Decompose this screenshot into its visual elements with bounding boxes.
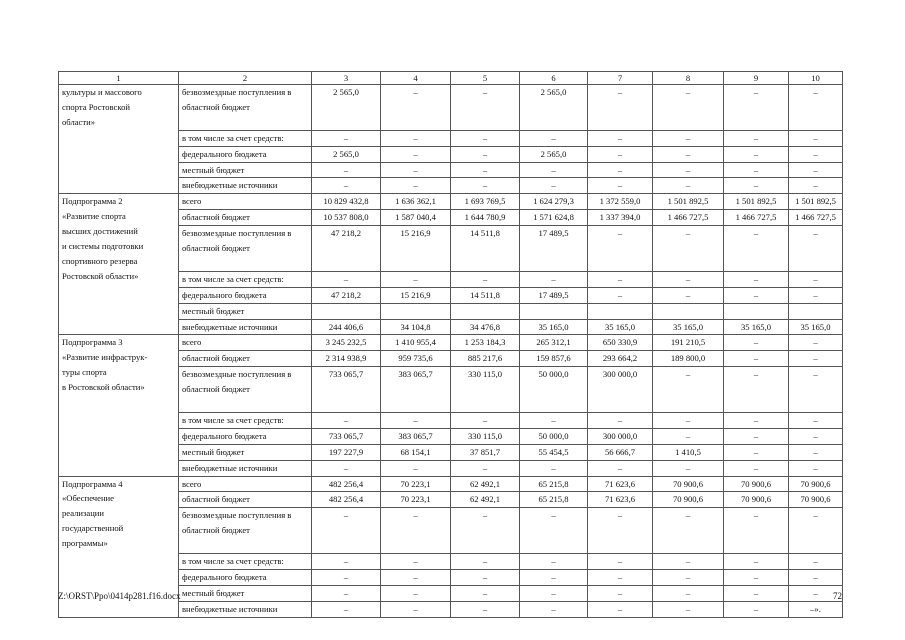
value-cell: – — [724, 585, 789, 601]
value-cell: 1 466 727,5 — [724, 210, 789, 226]
program-name-cell — [59, 194, 179, 335]
program-name-line: «Развитие инфраструк- — [62, 352, 148, 363]
value-cell: – — [724, 460, 789, 476]
value-cell: – — [724, 146, 789, 162]
value-cell: – — [653, 428, 724, 444]
value-cell: 37 851,7 — [451, 444, 520, 460]
value-cell: – — [724, 162, 789, 178]
value-cell — [312, 303, 381, 319]
value-cell: 265 312,1 — [520, 335, 588, 351]
value-cell: – — [520, 130, 588, 146]
value-cell: 1 253 184,3 — [451, 335, 520, 351]
value-cell: 56 666,7 — [588, 444, 653, 460]
value-cell: – — [520, 585, 588, 601]
value-cell: 482 256,4 — [312, 476, 381, 492]
value-cell: – — [381, 569, 451, 585]
funding-source-cell: в том числе за счет средств: — [179, 130, 312, 146]
value-cell: – — [724, 271, 789, 287]
value-cell: 293 664,2 — [588, 351, 653, 367]
value-cell — [451, 303, 520, 319]
funding-source-cell: областной бюджет — [179, 210, 312, 226]
value-cell: 34 476,8 — [451, 319, 520, 335]
funding-source-cell: местный бюджет — [179, 303, 312, 319]
value-cell: – — [520, 508, 588, 554]
value-cell: – — [312, 554, 381, 570]
value-cell — [381, 303, 451, 319]
value-cell: – — [724, 287, 789, 303]
program-name-line: области» — [62, 116, 96, 127]
value-cell: – — [789, 287, 843, 303]
program-name-line: туры спорта — [62, 367, 107, 378]
program-name-line: «Обеспечение — [62, 493, 114, 504]
funding-source-cell: безвозмездные поступления в областной бюджет — [179, 367, 312, 413]
value-cell: – — [451, 569, 520, 585]
value-cell: 50 000,0 — [520, 428, 588, 444]
value-cell: 70 900,6 — [789, 492, 843, 508]
value-cell: – — [451, 508, 520, 554]
funding-source-cell: безвозмездные поступления в областной бюджет — [179, 85, 312, 131]
value-cell: – — [381, 146, 451, 162]
value-cell: – — [724, 554, 789, 570]
funding-source-cell: местный бюджет — [179, 162, 312, 178]
funding-source-cell: безвозмездные поступления в областной бюджет — [179, 226, 312, 272]
column-header: 1 — [59, 72, 179, 85]
value-cell: – — [520, 271, 588, 287]
value-cell: – — [724, 601, 789, 617]
value-cell: – — [653, 554, 724, 570]
column-header: 7 — [588, 72, 653, 85]
value-cell: – — [381, 178, 451, 194]
value-cell: 70 900,6 — [653, 476, 724, 492]
value-cell: – — [312, 130, 381, 146]
table-row — [59, 335, 843, 351]
value-cell: 733 065,7 — [312, 367, 381, 413]
value-cell: – — [789, 335, 843, 351]
value-cell: 71 623,6 — [588, 492, 653, 508]
value-cell: – — [381, 508, 451, 554]
value-cell: 300 000,0 — [588, 367, 653, 413]
value-cell: – — [789, 178, 843, 194]
value-cell: 1 644 780,9 — [451, 210, 520, 226]
value-cell: – — [653, 226, 724, 272]
value-cell: 2 314 938,9 — [312, 351, 381, 367]
value-cell: – — [588, 460, 653, 476]
value-cell: 885 217,6 — [451, 351, 520, 367]
value-cell: – — [789, 508, 843, 554]
value-cell: – — [588, 162, 653, 178]
value-cell: – — [381, 601, 451, 617]
funding-source-cell: всего — [179, 194, 312, 210]
value-cell: – — [653, 585, 724, 601]
value-cell: 34 104,8 — [381, 319, 451, 335]
value-cell: – — [653, 85, 724, 131]
footer-file-path: Z:\ORST\Ppo\0414p281.f16.docx — [58, 591, 181, 601]
value-cell — [789, 303, 843, 319]
value-cell: – — [451, 585, 520, 601]
funding-source-cell: внебюджетные источники — [179, 460, 312, 476]
value-cell: 70 900,6 — [653, 492, 724, 508]
table-header-row — [59, 72, 843, 85]
value-cell: 733 065,7 — [312, 428, 381, 444]
value-cell: 35 165,0 — [724, 319, 789, 335]
value-cell: 47 218,2 — [312, 287, 381, 303]
value-cell: 50 000,0 — [520, 367, 588, 413]
column-header: 8 — [653, 72, 724, 85]
value-cell: – — [312, 460, 381, 476]
value-cell: 1 466 727,5 — [653, 210, 724, 226]
value-cell: 14 511,8 — [451, 287, 520, 303]
budget-table — [58, 71, 843, 618]
funding-source-cell: федерального бюджета — [179, 287, 312, 303]
value-cell: 1 337 394,0 — [588, 210, 653, 226]
value-cell: – — [724, 335, 789, 351]
program-name-line: высших достижений — [62, 226, 138, 237]
value-cell: 17 489,5 — [520, 226, 588, 272]
value-cell: – — [588, 271, 653, 287]
value-cell: 65 215,8 — [520, 492, 588, 508]
funding-source-cell: федерального бюджета — [179, 428, 312, 444]
value-cell: – — [653, 178, 724, 194]
value-cell: – — [588, 569, 653, 585]
value-cell: – — [789, 444, 843, 460]
funding-source-cell: всего — [179, 335, 312, 351]
value-cell — [520, 303, 588, 319]
funding-source-cell: в том числе за счет средств: — [179, 412, 312, 428]
value-cell: – — [789, 351, 843, 367]
value-cell: – — [312, 271, 381, 287]
funding-source-cell: в том числе за счет средств: — [179, 271, 312, 287]
program-name-line: спортивного резерва — [62, 255, 138, 266]
value-cell: – — [588, 287, 653, 303]
value-cell: – — [451, 162, 520, 178]
funding-source-cell: местный бюджет — [179, 444, 312, 460]
table-row — [59, 194, 843, 210]
value-cell: – — [520, 412, 588, 428]
funding-source-cell: в том числе за счет средств: — [179, 554, 312, 570]
value-cell: 70 900,6 — [724, 476, 789, 492]
value-cell: 35 165,0 — [789, 319, 843, 335]
funding-source-cell: местный бюджет — [179, 585, 312, 601]
value-cell: 1 466 727,5 — [789, 210, 843, 226]
value-cell: – — [588, 412, 653, 428]
funding-source-cell: областной бюджет — [179, 492, 312, 508]
value-cell: – — [520, 460, 588, 476]
value-cell: – — [451, 85, 520, 131]
value-cell: – — [451, 460, 520, 476]
value-cell: – — [653, 412, 724, 428]
funding-source-cell: всего — [179, 476, 312, 492]
value-cell: – — [724, 412, 789, 428]
value-cell: – — [588, 146, 653, 162]
funding-source-cell: внебюджетные источники — [179, 601, 312, 617]
value-cell: – — [789, 162, 843, 178]
value-cell: 3 245 232,5 — [312, 335, 381, 351]
value-cell: 1 501 892,5 — [724, 194, 789, 210]
value-cell: – — [724, 428, 789, 444]
value-cell: 62 492,1 — [451, 492, 520, 508]
footer-page-number: 72 — [833, 591, 842, 601]
value-cell: – — [789, 271, 843, 287]
value-cell: – — [724, 444, 789, 460]
value-cell: 17 489,5 — [520, 287, 588, 303]
value-cell: – — [789, 554, 843, 570]
value-cell: – — [789, 460, 843, 476]
value-cell: – — [724, 178, 789, 194]
value-cell: 14 511,8 — [451, 226, 520, 272]
value-cell: – — [724, 130, 789, 146]
value-cell: – — [588, 585, 653, 601]
funding-source-cell: федерального бюджета — [179, 146, 312, 162]
value-cell: – — [451, 178, 520, 194]
value-cell: – — [789, 130, 843, 146]
value-cell: – — [451, 271, 520, 287]
value-cell: – — [588, 226, 653, 272]
value-cell: – — [653, 162, 724, 178]
column-header: 9 — [724, 72, 789, 85]
column-header: 10 — [789, 72, 843, 85]
value-cell: – — [520, 178, 588, 194]
value-cell: – — [653, 569, 724, 585]
value-cell: 2 565,0 — [520, 146, 588, 162]
column-header: 5 — [451, 72, 520, 85]
program-name-line: государственной — [62, 523, 124, 534]
value-cell: 1 571 624,8 — [520, 210, 588, 226]
value-cell: – — [653, 460, 724, 476]
table-row — [59, 476, 843, 492]
value-cell: 2 565,0 — [312, 85, 381, 131]
value-cell: 244 406,6 — [312, 319, 381, 335]
value-cell: – — [789, 428, 843, 444]
funding-source-cell: безвозмездные поступления в областной бюджет — [179, 508, 312, 554]
value-cell: – — [381, 460, 451, 476]
value-cell — [724, 303, 789, 319]
value-cell: – — [451, 554, 520, 570]
program-name-line: программы» — [62, 538, 108, 549]
value-cell: 482 256,4 — [312, 492, 381, 508]
value-cell: – — [789, 585, 843, 601]
column-header: 4 — [381, 72, 451, 85]
value-cell: 35 165,0 — [653, 319, 724, 335]
program-name-line: и системы подготовки — [62, 241, 144, 252]
value-cell: 383 065,7 — [381, 428, 451, 444]
value-cell: – — [724, 351, 789, 367]
value-cell: 71 623,6 — [588, 476, 653, 492]
funding-source-cell: внебюджетные источники — [179, 319, 312, 335]
value-cell: 191 210,5 — [653, 335, 724, 351]
value-cell: 70 900,6 — [724, 492, 789, 508]
value-cell: 197 227,9 — [312, 444, 381, 460]
value-cell: 47 218,2 — [312, 226, 381, 272]
value-cell: 2 565,0 — [312, 146, 381, 162]
value-cell: – — [588, 178, 653, 194]
value-cell: 959 735,6 — [381, 351, 451, 367]
value-cell: – — [312, 508, 381, 554]
value-cell: 55 454,5 — [520, 444, 588, 460]
program-name-line: в Ростовской области» — [62, 382, 145, 393]
program-name-line: Подпрограмма 4 — [62, 478, 123, 489]
value-cell: – — [789, 367, 843, 413]
value-cell: – — [724, 569, 789, 585]
value-cell: 1 693 769,5 — [451, 194, 520, 210]
value-cell: – — [381, 554, 451, 570]
value-cell: 70 223,1 — [381, 492, 451, 508]
value-cell: – — [520, 601, 588, 617]
value-cell: – — [520, 569, 588, 585]
value-cell: – — [789, 569, 843, 585]
value-cell: 159 857,6 — [520, 351, 588, 367]
value-cell: 10 829 432,8 — [312, 194, 381, 210]
value-cell: – — [653, 130, 724, 146]
value-cell: – — [381, 130, 451, 146]
value-cell: 189 800,0 — [653, 351, 724, 367]
value-cell: 1 636 362,1 — [381, 194, 451, 210]
value-cell: – — [724, 226, 789, 272]
value-cell: – — [451, 130, 520, 146]
value-cell: – — [588, 130, 653, 146]
value-cell: – — [653, 601, 724, 617]
value-cell: 15 216,9 — [381, 287, 451, 303]
program-name-cell — [59, 335, 179, 476]
value-cell: 70 223,1 — [381, 476, 451, 492]
program-name-line: спорта Ростовской — [62, 101, 131, 112]
value-cell: – — [381, 585, 451, 601]
program-name-line: Подпрограмма 3 — [62, 337, 123, 348]
value-cell: 1 410,5 — [653, 444, 724, 460]
value-cell: – — [451, 601, 520, 617]
value-cell: – — [312, 601, 381, 617]
value-cell: 68 154,1 — [381, 444, 451, 460]
value-cell: 70 900,6 — [789, 476, 843, 492]
value-cell: 300 000,0 — [588, 428, 653, 444]
value-cell: – — [451, 412, 520, 428]
value-cell: 1 587 040,4 — [381, 210, 451, 226]
program-name-line: «Развитие спорта — [62, 211, 126, 222]
value-cell: – — [789, 226, 843, 272]
value-cell: 383 065,7 — [381, 367, 451, 413]
value-cell: – — [520, 554, 588, 570]
value-cell: – — [312, 569, 381, 585]
value-cell: – — [381, 412, 451, 428]
value-cell: – — [588, 85, 653, 131]
value-cell: – — [381, 271, 451, 287]
value-cell: – — [312, 585, 381, 601]
value-cell: – — [724, 367, 789, 413]
value-cell: 1 501 892,5 — [653, 194, 724, 210]
column-header: 2 — [179, 72, 312, 85]
value-cell: – — [789, 85, 843, 131]
value-cell: – — [653, 508, 724, 554]
value-cell: 1 501 892,5 — [789, 194, 843, 210]
value-cell: 1 410 955,4 — [381, 335, 451, 351]
value-cell — [653, 303, 724, 319]
value-cell: – — [588, 601, 653, 617]
column-header: 6 — [520, 72, 588, 85]
value-cell: 10 537 808,0 — [312, 210, 381, 226]
value-cell: – — [312, 178, 381, 194]
value-cell: – — [588, 508, 653, 554]
value-cell: – — [312, 412, 381, 428]
value-cell: – — [653, 367, 724, 413]
value-cell: – — [653, 146, 724, 162]
value-cell: 2 565,0 — [520, 85, 588, 131]
value-cell: – — [653, 271, 724, 287]
value-cell: – — [789, 146, 843, 162]
program-name-cell — [59, 85, 179, 194]
value-cell: 65 215,8 — [520, 476, 588, 492]
value-cell: – — [381, 162, 451, 178]
funding-source-cell: областной бюджет — [179, 351, 312, 367]
program-name-line: реализации — [62, 508, 104, 519]
program-name-line: Подпрограмма 2 — [62, 196, 123, 207]
funding-source-cell: федерального бюджета — [179, 569, 312, 585]
value-cell: 330 115,0 — [451, 428, 520, 444]
value-cell: – — [520, 162, 588, 178]
value-cell: – — [588, 554, 653, 570]
value-cell: 62 492,1 — [451, 476, 520, 492]
value-cell: – — [451, 146, 520, 162]
value-cell: 1 372 559,0 — [588, 194, 653, 210]
value-cell: 15 216,9 — [381, 226, 451, 272]
value-cell: – — [653, 287, 724, 303]
column-header: 3 — [312, 72, 381, 85]
value-cell — [588, 303, 653, 319]
value-cell: 650 330,9 — [588, 335, 653, 351]
value-cell: – — [724, 508, 789, 554]
value-cell: 35 165,0 — [520, 319, 588, 335]
value-cell: 35 165,0 — [588, 319, 653, 335]
value-cell: – — [789, 412, 843, 428]
value-cell: 1 624 279,3 — [520, 194, 588, 210]
program-name-line: культуры и массового — [62, 87, 142, 97]
value-cell: – — [381, 85, 451, 131]
funding-source-cell: внебюджетные источники — [179, 178, 312, 194]
program-name-line: Ростовской области» — [62, 270, 139, 281]
table-row — [59, 85, 843, 131]
value-cell: – — [312, 162, 381, 178]
value-cell: – — [724, 85, 789, 131]
value-cell: –». — [789, 601, 843, 617]
value-cell: 330 115,0 — [451, 367, 520, 413]
